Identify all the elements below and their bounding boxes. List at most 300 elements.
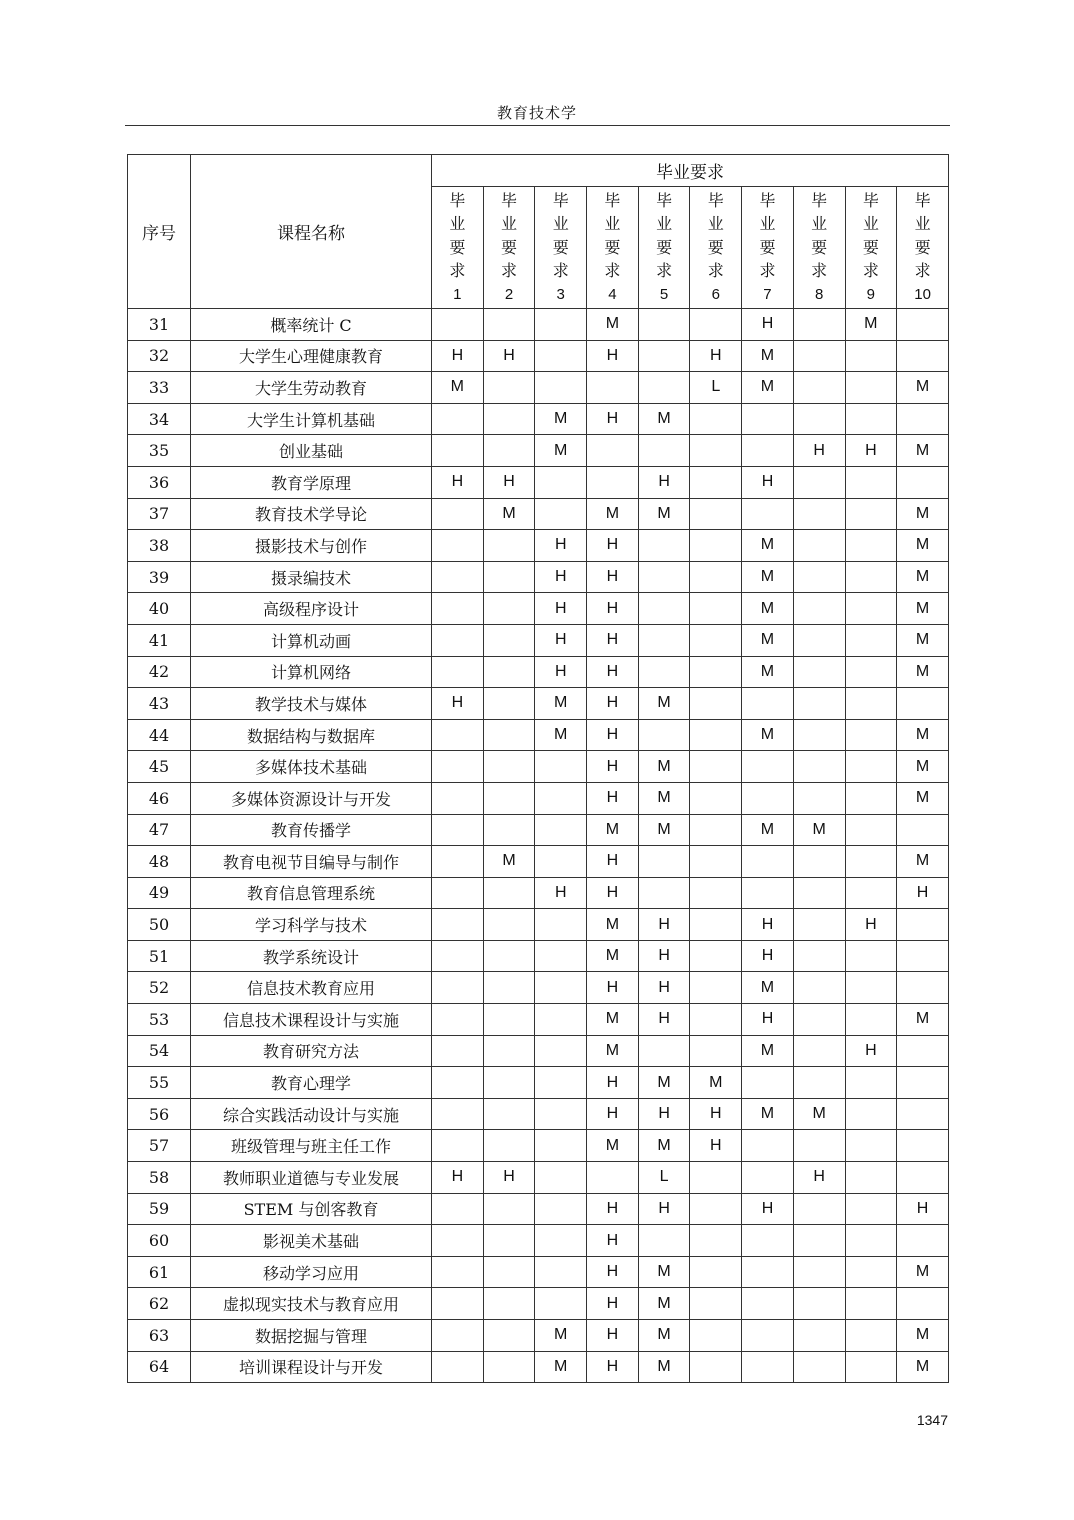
course-name-cell: 大学生计算机基础 <box>191 403 432 435</box>
requirement-mark-cell <box>535 1225 587 1257</box>
requirement-mark-cell <box>483 372 535 404</box>
requirement-mark-cell <box>432 561 484 593</box>
requirement-mark-cell: M <box>638 688 690 720</box>
table-row <box>128 909 949 941</box>
requirement-mark-cell <box>793 751 845 783</box>
course-name-cell: 大学生劳动教育 <box>191 372 432 404</box>
table-row <box>128 782 949 814</box>
requirement-mark-cell <box>793 1004 845 1036</box>
requirement-mark-cell: M <box>638 751 690 783</box>
row-index-cell: 40 <box>128 593 191 625</box>
requirement-mark-cell <box>483 782 535 814</box>
requirement-header-number: 6 <box>711 285 720 303</box>
requirement-mark-cell <box>690 530 742 562</box>
requirement-mark-cell: M <box>742 814 794 846</box>
requirement-mark-cell <box>845 498 897 530</box>
requirement-mark-cell: M <box>742 530 794 562</box>
table-row <box>128 561 949 593</box>
requirement-mark-cell: H <box>483 1162 535 1194</box>
requirement-header-label: 毕业要求 <box>656 190 673 281</box>
requirement-mark-cell <box>690 656 742 688</box>
requirement-mark-cell <box>483 403 535 435</box>
requirement-mark-cell <box>793 1225 845 1257</box>
requirement-mark-cell <box>793 1067 845 1099</box>
requirement-mark-cell <box>432 1193 484 1225</box>
requirement-mark-cell <box>845 340 897 372</box>
requirement-mark-cell: M <box>587 1130 639 1162</box>
requirement-mark-cell: H <box>587 530 639 562</box>
requirement-mark-cell: M <box>535 688 587 720</box>
requirement-mark-cell <box>690 561 742 593</box>
requirement-mark-cell <box>638 1225 690 1257</box>
requirement-mark-cell: H <box>587 1351 639 1383</box>
requirement-mark-cell <box>845 1067 897 1099</box>
requirement-mark-cell <box>690 1351 742 1383</box>
requirement-mark-cell <box>690 1288 742 1320</box>
course-name-cell: 信息技术课程设计与实施 <box>191 1004 432 1036</box>
requirement-mark-cell: H <box>638 1193 690 1225</box>
requirement-mark-cell <box>742 1320 794 1352</box>
requirement-mark-cell <box>483 656 535 688</box>
requirement-mark-cell <box>432 1035 484 1067</box>
table-row <box>128 530 949 562</box>
row-index-cell: 37 <box>128 498 191 530</box>
requirement-mark-cell <box>897 1067 949 1099</box>
requirement-mark-cell: H <box>638 1004 690 1036</box>
requirement-mark-cell <box>690 940 742 972</box>
requirement-mark-cell: M <box>638 1256 690 1288</box>
requirement-mark-cell: M <box>897 372 949 404</box>
requirement-mark-cell: H <box>587 1320 639 1352</box>
requirement-mark-cell <box>793 309 845 341</box>
requirement-mark-cell: M <box>587 1004 639 1036</box>
requirement-mark-cell <box>535 782 587 814</box>
requirement-mark-cell <box>845 372 897 404</box>
requirement-mark-cell: H <box>897 1193 949 1225</box>
course-name-cell: 教师职业道德与专业发展 <box>191 1162 432 1194</box>
requirement-mark-cell <box>793 877 845 909</box>
requirement-mark-cell <box>793 656 845 688</box>
requirement-mark-cell: L <box>690 372 742 404</box>
course-name-cell: 影视美术基础 <box>191 1225 432 1257</box>
requirement-mark-cell <box>432 719 484 751</box>
requirement-mark-cell <box>690 688 742 720</box>
table-row <box>128 1004 949 1036</box>
requirement-mark-cell <box>535 1193 587 1225</box>
requirement-mark-cell: M <box>742 340 794 372</box>
row-index-cell: 45 <box>128 751 191 783</box>
requirement-mark-cell <box>897 1035 949 1067</box>
requirement-mark-cell <box>587 466 639 498</box>
requirement-mark-cell <box>638 877 690 909</box>
requirement-mark-cell: M <box>587 1035 639 1067</box>
page-header-title: 教育技术学 <box>496 104 577 122</box>
requirement-mark-cell <box>432 751 484 783</box>
requirement-mark-cell: H <box>690 1098 742 1130</box>
requirement-mark-cell: H <box>587 751 639 783</box>
table-row <box>128 719 949 751</box>
requirement-mark-cell: H <box>587 1288 639 1320</box>
row-index-cell: 32 <box>128 340 191 372</box>
table-row <box>128 1130 949 1162</box>
requirement-mark-cell: H <box>587 846 639 878</box>
column-group-header-requirements: 毕业要求 <box>432 155 949 187</box>
requirement-mark-cell: H <box>897 877 949 909</box>
course-name-cell: 教育传播学 <box>191 814 432 846</box>
requirement-mark-cell <box>793 593 845 625</box>
requirement-mark-cell <box>432 846 484 878</box>
requirement-mark-cell <box>483 940 535 972</box>
requirement-header-label: 毕业要求 <box>501 190 518 281</box>
requirement-mark-cell <box>742 1067 794 1099</box>
requirement-mark-cell <box>793 1130 845 1162</box>
requirement-mark-cell <box>742 1130 794 1162</box>
requirement-mark-cell <box>742 1351 794 1383</box>
table-row <box>128 1035 949 1067</box>
requirement-mark-cell: M <box>535 435 587 467</box>
requirement-mark-cell: M <box>587 309 639 341</box>
requirement-mark-cell <box>793 846 845 878</box>
requirement-mark-cell <box>742 1256 794 1288</box>
requirement-mark-cell <box>845 656 897 688</box>
requirement-mark-cell <box>845 846 897 878</box>
requirement-mark-cell <box>690 846 742 878</box>
requirement-mark-cell: M <box>897 1004 949 1036</box>
requirement-mark-cell <box>432 593 484 625</box>
requirement-header-number: 3 <box>556 285 565 303</box>
requirement-mark-cell <box>897 1098 949 1130</box>
requirement-mark-cell <box>690 719 742 751</box>
requirement-mark-cell: H <box>638 909 690 941</box>
column-header-requirement-7 <box>742 187 794 309</box>
requirement-mark-cell <box>638 561 690 593</box>
requirement-mark-cell: M <box>897 751 949 783</box>
column-header-requirement-5 <box>638 187 690 309</box>
requirement-mark-cell: M <box>897 1320 949 1352</box>
requirement-mark-cell <box>535 814 587 846</box>
requirement-mark-cell: H <box>432 1162 484 1194</box>
course-name-cell: 教学技术与媒体 <box>191 688 432 720</box>
requirement-mark-cell <box>845 1288 897 1320</box>
requirement-mark-cell: H <box>742 466 794 498</box>
requirement-mark-cell <box>638 309 690 341</box>
requirement-mark-cell: H <box>535 530 587 562</box>
requirement-mark-cell: H <box>638 972 690 1004</box>
requirement-mark-cell: M <box>897 530 949 562</box>
column-header-requirement-1 <box>432 187 484 309</box>
table-row <box>128 593 949 625</box>
requirement-mark-cell <box>793 688 845 720</box>
requirement-mark-cell <box>483 814 535 846</box>
requirement-mark-cell <box>432 1225 484 1257</box>
requirement-mark-cell: H <box>587 877 639 909</box>
requirement-mark-cell <box>432 656 484 688</box>
requirement-mark-cell: H <box>793 1162 845 1194</box>
requirement-mark-cell: M <box>690 1067 742 1099</box>
requirement-mark-cell <box>845 1320 897 1352</box>
course-name-cell: 大学生心理健康教育 <box>191 340 432 372</box>
requirement-mark-cell <box>483 561 535 593</box>
course-name-cell: 学习科学与技术 <box>191 909 432 941</box>
course-name-cell: 摄影技术与创作 <box>191 530 432 562</box>
requirement-mark-cell <box>432 1351 484 1383</box>
requirement-mark-cell <box>690 972 742 1004</box>
requirement-mark-cell: H <box>483 466 535 498</box>
requirement-mark-cell: H <box>535 561 587 593</box>
requirement-mark-cell: H <box>587 782 639 814</box>
table-row <box>128 1320 949 1352</box>
requirement-mark-cell <box>483 593 535 625</box>
requirement-mark-cell: H <box>587 972 639 1004</box>
requirement-mark-cell <box>638 624 690 656</box>
requirement-mark-cell <box>742 782 794 814</box>
requirement-mark-cell <box>845 593 897 625</box>
requirement-mark-cell <box>845 403 897 435</box>
column-header-requirement-10 <box>897 187 949 309</box>
table-row <box>128 688 949 720</box>
course-name-cell: 综合实践活动设计与实施 <box>191 1098 432 1130</box>
requirement-mark-cell: M <box>897 656 949 688</box>
requirement-mark-cell: M <box>793 814 845 846</box>
requirement-mark-cell <box>845 814 897 846</box>
requirement-mark-cell <box>793 972 845 1004</box>
requirement-mark-cell <box>587 372 639 404</box>
requirement-mark-cell <box>638 656 690 688</box>
requirement-mark-cell: M <box>897 498 949 530</box>
course-name-cell: 教育心理学 <box>191 1067 432 1099</box>
requirement-mark-cell <box>690 1256 742 1288</box>
requirement-mark-cell <box>897 1225 949 1257</box>
requirement-mark-cell: H <box>587 1067 639 1099</box>
course-name-cell: 计算机网络 <box>191 656 432 688</box>
requirement-header-number: 2 <box>504 285 514 303</box>
requirement-mark-cell: H <box>587 1225 639 1257</box>
header-rule <box>125 125 950 126</box>
requirement-mark-cell <box>793 498 845 530</box>
requirement-mark-cell: M <box>638 1288 690 1320</box>
requirement-mark-cell <box>535 1035 587 1067</box>
requirement-mark-cell: H <box>587 340 639 372</box>
requirement-mark-cell <box>535 309 587 341</box>
requirement-mark-cell: H <box>587 1256 639 1288</box>
course-name-cell: 班级管理与班主任工作 <box>191 1130 432 1162</box>
requirement-mark-cell: M <box>897 719 949 751</box>
requirement-mark-cell <box>483 624 535 656</box>
requirement-mark-cell <box>897 688 949 720</box>
requirement-mark-cell <box>483 1256 535 1288</box>
row-index-cell: 63 <box>128 1320 191 1352</box>
row-index-cell: 56 <box>128 1098 191 1130</box>
requirement-mark-cell <box>483 435 535 467</box>
requirement-mark-cell: M <box>742 1098 794 1130</box>
requirement-mark-cell <box>483 1351 535 1383</box>
requirement-mark-cell <box>535 1098 587 1130</box>
requirement-mark-cell <box>845 940 897 972</box>
requirement-mark-cell <box>535 972 587 1004</box>
requirement-mark-cell: M <box>535 1351 587 1383</box>
table-row <box>128 1225 949 1257</box>
requirement-mark-cell <box>432 877 484 909</box>
requirement-mark-cell <box>690 498 742 530</box>
requirement-mark-cell <box>793 1351 845 1383</box>
requirement-mark-cell <box>845 530 897 562</box>
table-row <box>128 403 949 435</box>
requirement-mark-cell <box>690 466 742 498</box>
requirement-header-number: 5 <box>659 285 669 303</box>
requirement-mark-cell <box>845 1004 897 1036</box>
requirement-mark-cell <box>432 435 484 467</box>
table-row <box>128 309 949 341</box>
requirement-mark-cell: L <box>638 1162 690 1194</box>
requirement-mark-cell: H <box>483 340 535 372</box>
requirement-mark-cell <box>483 909 535 941</box>
requirement-mark-cell <box>483 719 535 751</box>
requirement-mark-cell <box>690 1004 742 1036</box>
requirement-mark-cell: M <box>587 909 639 941</box>
requirement-mark-cell <box>690 1225 742 1257</box>
row-index-cell: 61 <box>128 1256 191 1288</box>
course-name-cell: 数据结构与数据库 <box>191 719 432 751</box>
requirement-mark-cell: H <box>535 656 587 688</box>
requirement-mark-cell <box>483 309 535 341</box>
requirement-mark-cell <box>483 1225 535 1257</box>
requirement-mark-cell <box>432 1067 484 1099</box>
requirement-mark-cell <box>535 372 587 404</box>
requirement-mark-cell <box>432 940 484 972</box>
requirement-mark-cell <box>897 940 949 972</box>
requirement-mark-cell: M <box>638 1130 690 1162</box>
requirement-mark-cell <box>897 466 949 498</box>
requirement-mark-cell: H <box>690 340 742 372</box>
table-row <box>128 1067 949 1099</box>
requirement-mark-cell <box>535 340 587 372</box>
row-index-cell: 59 <box>128 1193 191 1225</box>
row-index-cell: 35 <box>128 435 191 467</box>
requirement-mark-cell <box>845 751 897 783</box>
requirement-header-number: 7 <box>763 285 772 303</box>
row-index-cell: 55 <box>128 1067 191 1099</box>
table-row <box>128 1256 949 1288</box>
requirement-mark-cell <box>535 1162 587 1194</box>
requirement-mark-cell <box>483 877 535 909</box>
table-row <box>128 656 949 688</box>
requirement-mark-cell <box>483 1098 535 1130</box>
requirement-mark-cell <box>793 1288 845 1320</box>
requirement-mark-cell <box>793 1035 845 1067</box>
requirement-mark-cell <box>793 940 845 972</box>
requirement-mark-cell <box>793 1193 845 1225</box>
row-index-cell: 64 <box>128 1351 191 1383</box>
requirement-mark-cell <box>845 1351 897 1383</box>
row-index-cell: 44 <box>128 719 191 751</box>
requirement-mark-cell: H <box>638 466 690 498</box>
requirement-mark-cell <box>690 1193 742 1225</box>
requirement-mark-cell <box>535 1130 587 1162</box>
requirement-mark-cell <box>638 372 690 404</box>
requirement-mark-cell: M <box>897 561 949 593</box>
requirement-mark-cell <box>793 530 845 562</box>
table-row <box>128 972 949 1004</box>
requirement-mark-cell <box>897 909 949 941</box>
course-name-cell: 摄录编技术 <box>191 561 432 593</box>
requirement-mark-cell: H <box>432 466 484 498</box>
table-row <box>128 624 949 656</box>
requirement-mark-cell: H <box>845 1035 897 1067</box>
course-name-cell: STEM 与创客教育 <box>191 1193 432 1225</box>
requirement-mark-cell: M <box>535 719 587 751</box>
requirement-mark-cell <box>742 435 794 467</box>
requirement-mark-cell: M <box>742 719 794 751</box>
row-index-cell: 52 <box>128 972 191 1004</box>
requirement-mark-cell: M <box>638 1067 690 1099</box>
requirement-mark-cell <box>690 593 742 625</box>
requirement-mark-cell: H <box>690 1130 742 1162</box>
requirement-mark-cell: M <box>483 498 535 530</box>
requirement-mark-cell: H <box>742 1004 794 1036</box>
column-header-requirement-8 <box>793 187 845 309</box>
table-row <box>128 466 949 498</box>
requirement-mark-cell <box>432 972 484 1004</box>
requirement-mark-cell: H <box>432 340 484 372</box>
requirements-matrix-table <box>127 154 949 1383</box>
requirement-mark-cell: M <box>638 814 690 846</box>
course-name-cell: 教育学原理 <box>191 466 432 498</box>
course-name-cell: 多媒体资源设计与开发 <box>191 782 432 814</box>
requirement-mark-cell <box>742 877 794 909</box>
requirement-mark-cell <box>587 435 639 467</box>
requirement-mark-cell <box>432 1320 484 1352</box>
requirement-mark-cell <box>793 466 845 498</box>
requirement-mark-cell <box>638 435 690 467</box>
course-name-cell: 信息技术教育应用 <box>191 972 432 1004</box>
requirement-mark-cell <box>638 340 690 372</box>
requirement-mark-cell: H <box>742 909 794 941</box>
row-index-cell: 46 <box>128 782 191 814</box>
requirement-mark-cell <box>638 846 690 878</box>
requirement-mark-cell: M <box>897 1351 949 1383</box>
row-index-cell: 47 <box>128 814 191 846</box>
table-row <box>128 940 949 972</box>
row-index-cell: 50 <box>128 909 191 941</box>
requirement-mark-cell <box>432 403 484 435</box>
requirement-mark-cell <box>897 403 949 435</box>
requirement-mark-cell: M <box>742 972 794 1004</box>
requirement-mark-cell <box>845 719 897 751</box>
requirement-mark-cell <box>432 624 484 656</box>
row-index-cell: 53 <box>128 1004 191 1036</box>
requirement-mark-cell <box>690 782 742 814</box>
requirement-mark-cell <box>742 403 794 435</box>
requirement-mark-cell <box>845 972 897 1004</box>
requirement-mark-cell <box>690 1162 742 1194</box>
table-row <box>128 498 949 530</box>
row-index-cell: 36 <box>128 466 191 498</box>
requirement-mark-cell: M <box>638 403 690 435</box>
requirement-mark-cell <box>432 814 484 846</box>
column-header-requirement-2 <box>483 187 535 309</box>
requirement-mark-cell <box>483 1035 535 1067</box>
requirement-mark-cell <box>897 309 949 341</box>
course-name-cell: 教育电视节目编导与制作 <box>191 846 432 878</box>
requirement-mark-cell <box>432 498 484 530</box>
requirement-mark-cell <box>432 782 484 814</box>
requirement-mark-cell <box>483 1067 535 1099</box>
requirement-mark-cell <box>483 1320 535 1352</box>
requirement-mark-cell <box>535 940 587 972</box>
course-name-cell: 教育技术学导论 <box>191 498 432 530</box>
course-name-cell: 移动学习应用 <box>191 1256 432 1288</box>
requirement-mark-cell: M <box>897 782 949 814</box>
